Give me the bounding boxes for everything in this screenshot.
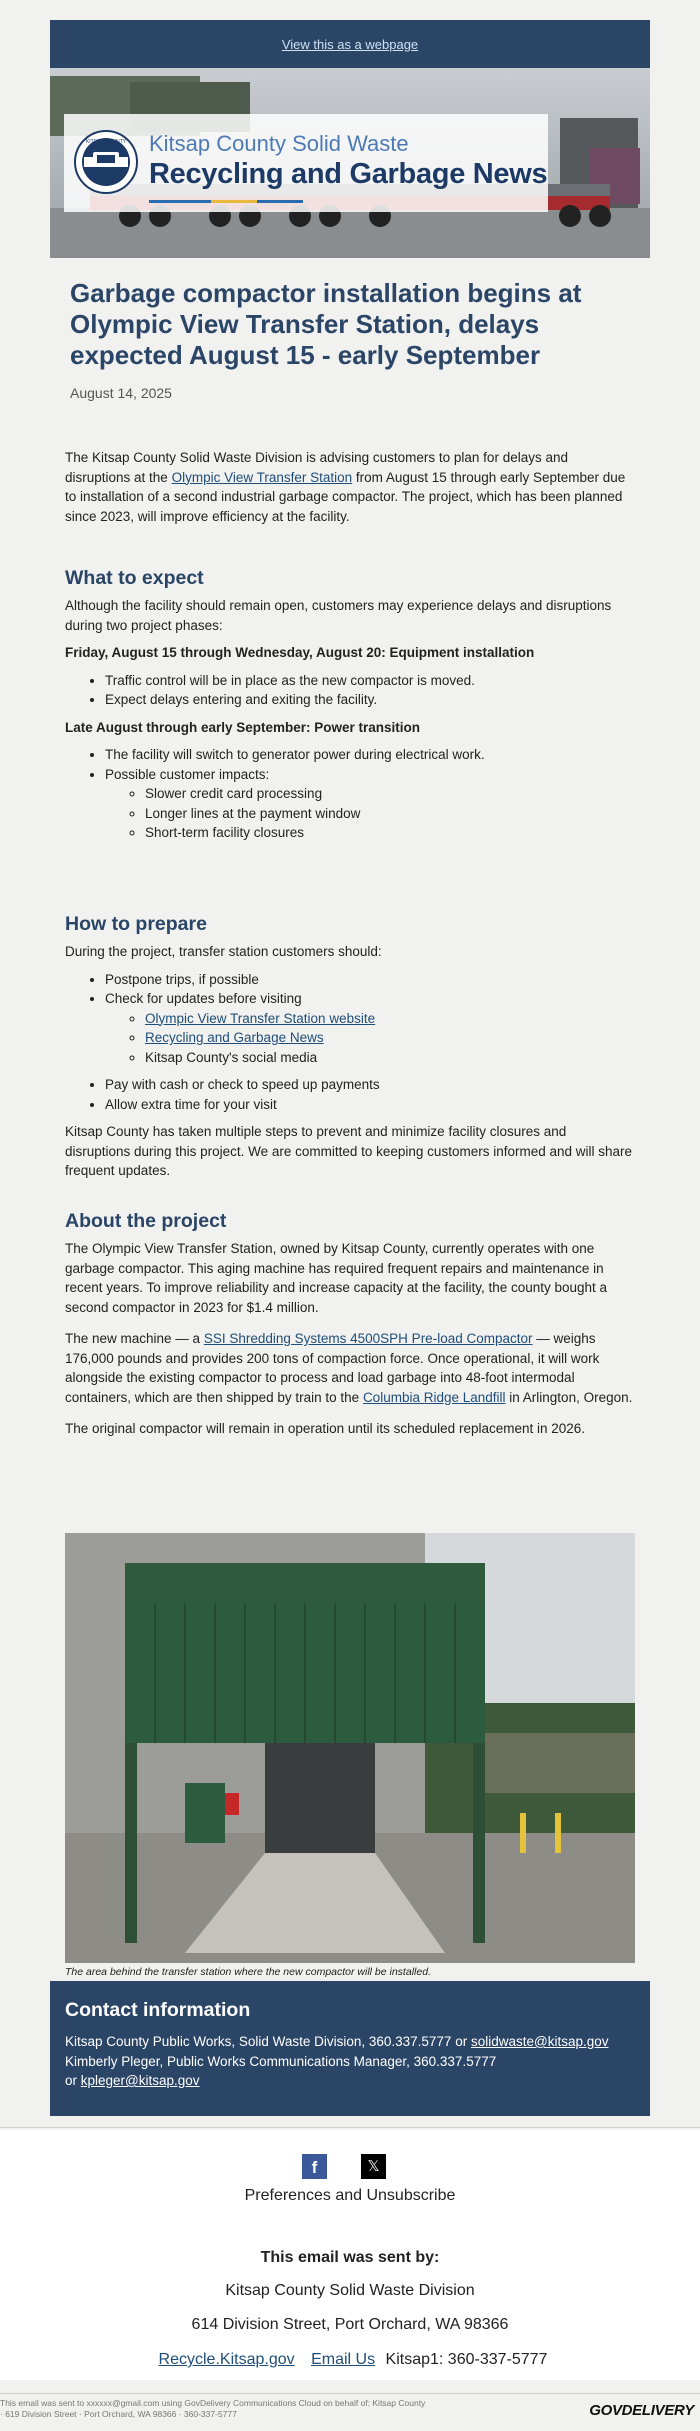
- footer-divider: [0, 2127, 700, 2128]
- compactor-site-photo: [65, 1533, 635, 1963]
- list-item: • Traffic control will be in place as the new compactor is moved.: [105, 671, 635, 691]
- contact-text-3: or: [65, 2073, 81, 2088]
- list-item: • Allow extra time for your visit: [105, 1095, 635, 1115]
- expect-intro: Although the facility should remain open, customers may experience delays and disruptions during two project phases:: [65, 598, 612, 633]
- sent-by-label: This email was sent by:: [260, 2249, 440, 2266]
- how-to-prepare-section: [65, 912, 635, 1181]
- list-item: [145, 1009, 635, 1029]
- about-heading: About the project: [65, 1210, 227, 1232]
- email-card: [50, 20, 650, 2088]
- kitsap1-phone: Kitsap1: 360-337-5777: [385, 2351, 548, 2368]
- sender-org: Kitsap County Solid Waste Division: [225, 2282, 475, 2299]
- article-date: August 14, 2025: [70, 385, 172, 401]
- banner-title-newsletter: Recycling and Garbage News: [149, 158, 548, 190]
- about-section: [65, 1209, 635, 1439]
- contact-line-3: [65, 2071, 635, 2091]
- photo-caption: The area behind the transfer station where the new compactor will be installed.: [65, 1966, 431, 1978]
- footer-links: [0, 2351, 700, 2369]
- bottom-divider: [0, 2393, 700, 2394]
- header-banner: [50, 68, 650, 258]
- govdelivery-logo: GOVDELIVERY: [589, 2402, 694, 2419]
- kitsap-county-seal-logo: [74, 130, 138, 194]
- list-item-text: Possible customer impacts:: [105, 766, 270, 782]
- compactor-link[interactable]: SSI Shredding Systems 4500SPH Pre-load Compactor: [203, 1331, 533, 1346]
- prepare-list: [65, 970, 635, 1068]
- email-us-link[interactable]: Email Us: [311, 2351, 376, 2368]
- contact-line-2: Kimberly Pleger, Public Works Communications Manager, 360.337.5777: [65, 2053, 497, 2069]
- sender-address: 614 Division Street, Port Orchard, WA 98366: [191, 2316, 509, 2333]
- about-text-a: The new machine — a: [65, 1331, 204, 1346]
- list-item: [105, 989, 635, 1067]
- recycle-kitsap-link[interactable]: Recycle.Kitsap.gov: [158, 2351, 295, 2368]
- about-paragraph-2: [65, 1329, 635, 1407]
- contact-text-1: Kitsap County Public Works, Solid Waste Division, 360.337.5777 or: [65, 2034, 471, 2049]
- article-headline: Garbage compactor installation begins at Olympic View Transfer Station, delays expected August 15 - early September: [70, 278, 582, 370]
- phase2-list: [65, 745, 635, 843]
- list-item: • The facility will switch to generator power during electrical work.: [105, 745, 635, 765]
- contact-heading: Contact information: [65, 1999, 251, 2021]
- about-paragraph-3: The original compactor will remain in operation until its scheduled replacement in 2026.: [65, 1421, 586, 1436]
- phase2-heading: Late August through early September: Power transition: [65, 719, 421, 735]
- olympic-view-link[interactable]: Olympic View Transfer Station: [171, 469, 353, 485]
- top-bar: [50, 20, 650, 68]
- what-to-expect-section: [65, 566, 635, 843]
- list-item: ◦ Short-term facility closures: [145, 823, 635, 843]
- prepare-intro: During the project, transfer station customers should:: [65, 944, 382, 959]
- list-item: • Expect delays entering and exiting the facility.: [105, 690, 635, 710]
- site-photo-illustration: [65, 1533, 635, 1963]
- intro-text-2: from August 15 through early September due to installation of a second industrial garbage compactor. The project, which has been planned since 2023, will improve efficiency at the facility.: [65, 469, 626, 524]
- about-paragraph-1: The Olympic View Transfer Station, owned by Kitsap County, currently operates with one garbage compactor. This aging machine has required frequent repairs and maintenance in recent years. To improve reliability and increase capacity at the facility, the county bought a second compactor in 2023 for $1.4 million.: [65, 1241, 608, 1315]
- phase1-heading: Friday, August 15 through Wednesday, August 20: Equipment installation: [65, 645, 535, 660]
- columbia-ridge-link[interactable]: Columbia Ridge Landfill: [362, 1389, 506, 1405]
- solidwaste-email-link[interactable]: solidwaste@kitsap.gov: [470, 2034, 609, 2049]
- list-item: • Postpone trips, if possible: [105, 970, 635, 990]
- kpleger-email-link[interactable]: kpleger@kitsap.gov: [80, 2073, 200, 2088]
- list-item: ◦ Longer lines at the payment window: [145, 804, 635, 824]
- prepare-sublist: [105, 1009, 635, 1068]
- banner-underline: [149, 200, 303, 203]
- footer: [0, 2130, 700, 2380]
- contact-line-1: [65, 2032, 635, 2052]
- list-item: [145, 1028, 635, 1048]
- preferences-unsubscribe-link[interactable]: Preferences and Unsubscribe: [244, 2187, 456, 2204]
- list-item: [105, 765, 635, 843]
- phase1-list: [65, 671, 635, 710]
- about-text-b: — weighs 176,000 pounds and provides 200 tons of compaction force. Once operational, it will work alongside the existing compactor to process and load garbage into 48-foot intermodal containers, which are then shipped by train to the: [65, 1331, 600, 1405]
- facebook-icon[interactable]: f: [302, 2154, 327, 2179]
- prepare-list-2: [65, 1075, 635, 1114]
- list-item-text: Check for updates before visiting: [105, 991, 302, 1006]
- view-as-webpage-link[interactable]: View this as a webpage: [281, 36, 419, 52]
- intro-paragraph: [65, 448, 635, 526]
- how-to-prepare-heading: How to prepare: [65, 913, 207, 935]
- prepare-outro: Kitsap County has taken multiple steps to prevent and minimize facility closures and disruptions during this project. We are committed to keeping customers informed and will share frequent updates.: [65, 1124, 633, 1178]
- list-item: ◦ Kitsap County's social media: [145, 1048, 635, 1068]
- x-twitter-icon[interactable]: 𝕏: [361, 2154, 386, 2179]
- olympic-view-website-link[interactable]: Olympic View Transfer Station website: [145, 1010, 376, 1026]
- intro-text-1: The Kitsap County Solid Waste Division is advising customers to plan for delays and disruptions at the: [65, 450, 568, 485]
- contact-info-box: [50, 1981, 650, 2116]
- what-to-expect-heading: What to expect: [65, 567, 204, 589]
- list-item: • Pay with cash or check to speed up payments: [105, 1075, 635, 1095]
- banner-title-division: Kitsap County Solid Waste: [149, 131, 409, 156]
- recycling-news-link[interactable]: Recycling and Garbage News: [145, 1030, 324, 1045]
- about-text-c: in Arlington, Oregon.: [505, 1389, 633, 1405]
- list-item: ◦ Slower credit card processing: [145, 784, 635, 804]
- legal-text: This email was sent to xxxxxx@gmail.com using GovDelivery Communications Cloud on behalf of: Kitsap County · 619 Division Street · Port Orchard, WA 98366 · 360-337-5777: [0, 2398, 426, 2419]
- seal-text: KITSAP COUNTY: [85, 139, 127, 145]
- phase2-sublist: [105, 784, 635, 843]
